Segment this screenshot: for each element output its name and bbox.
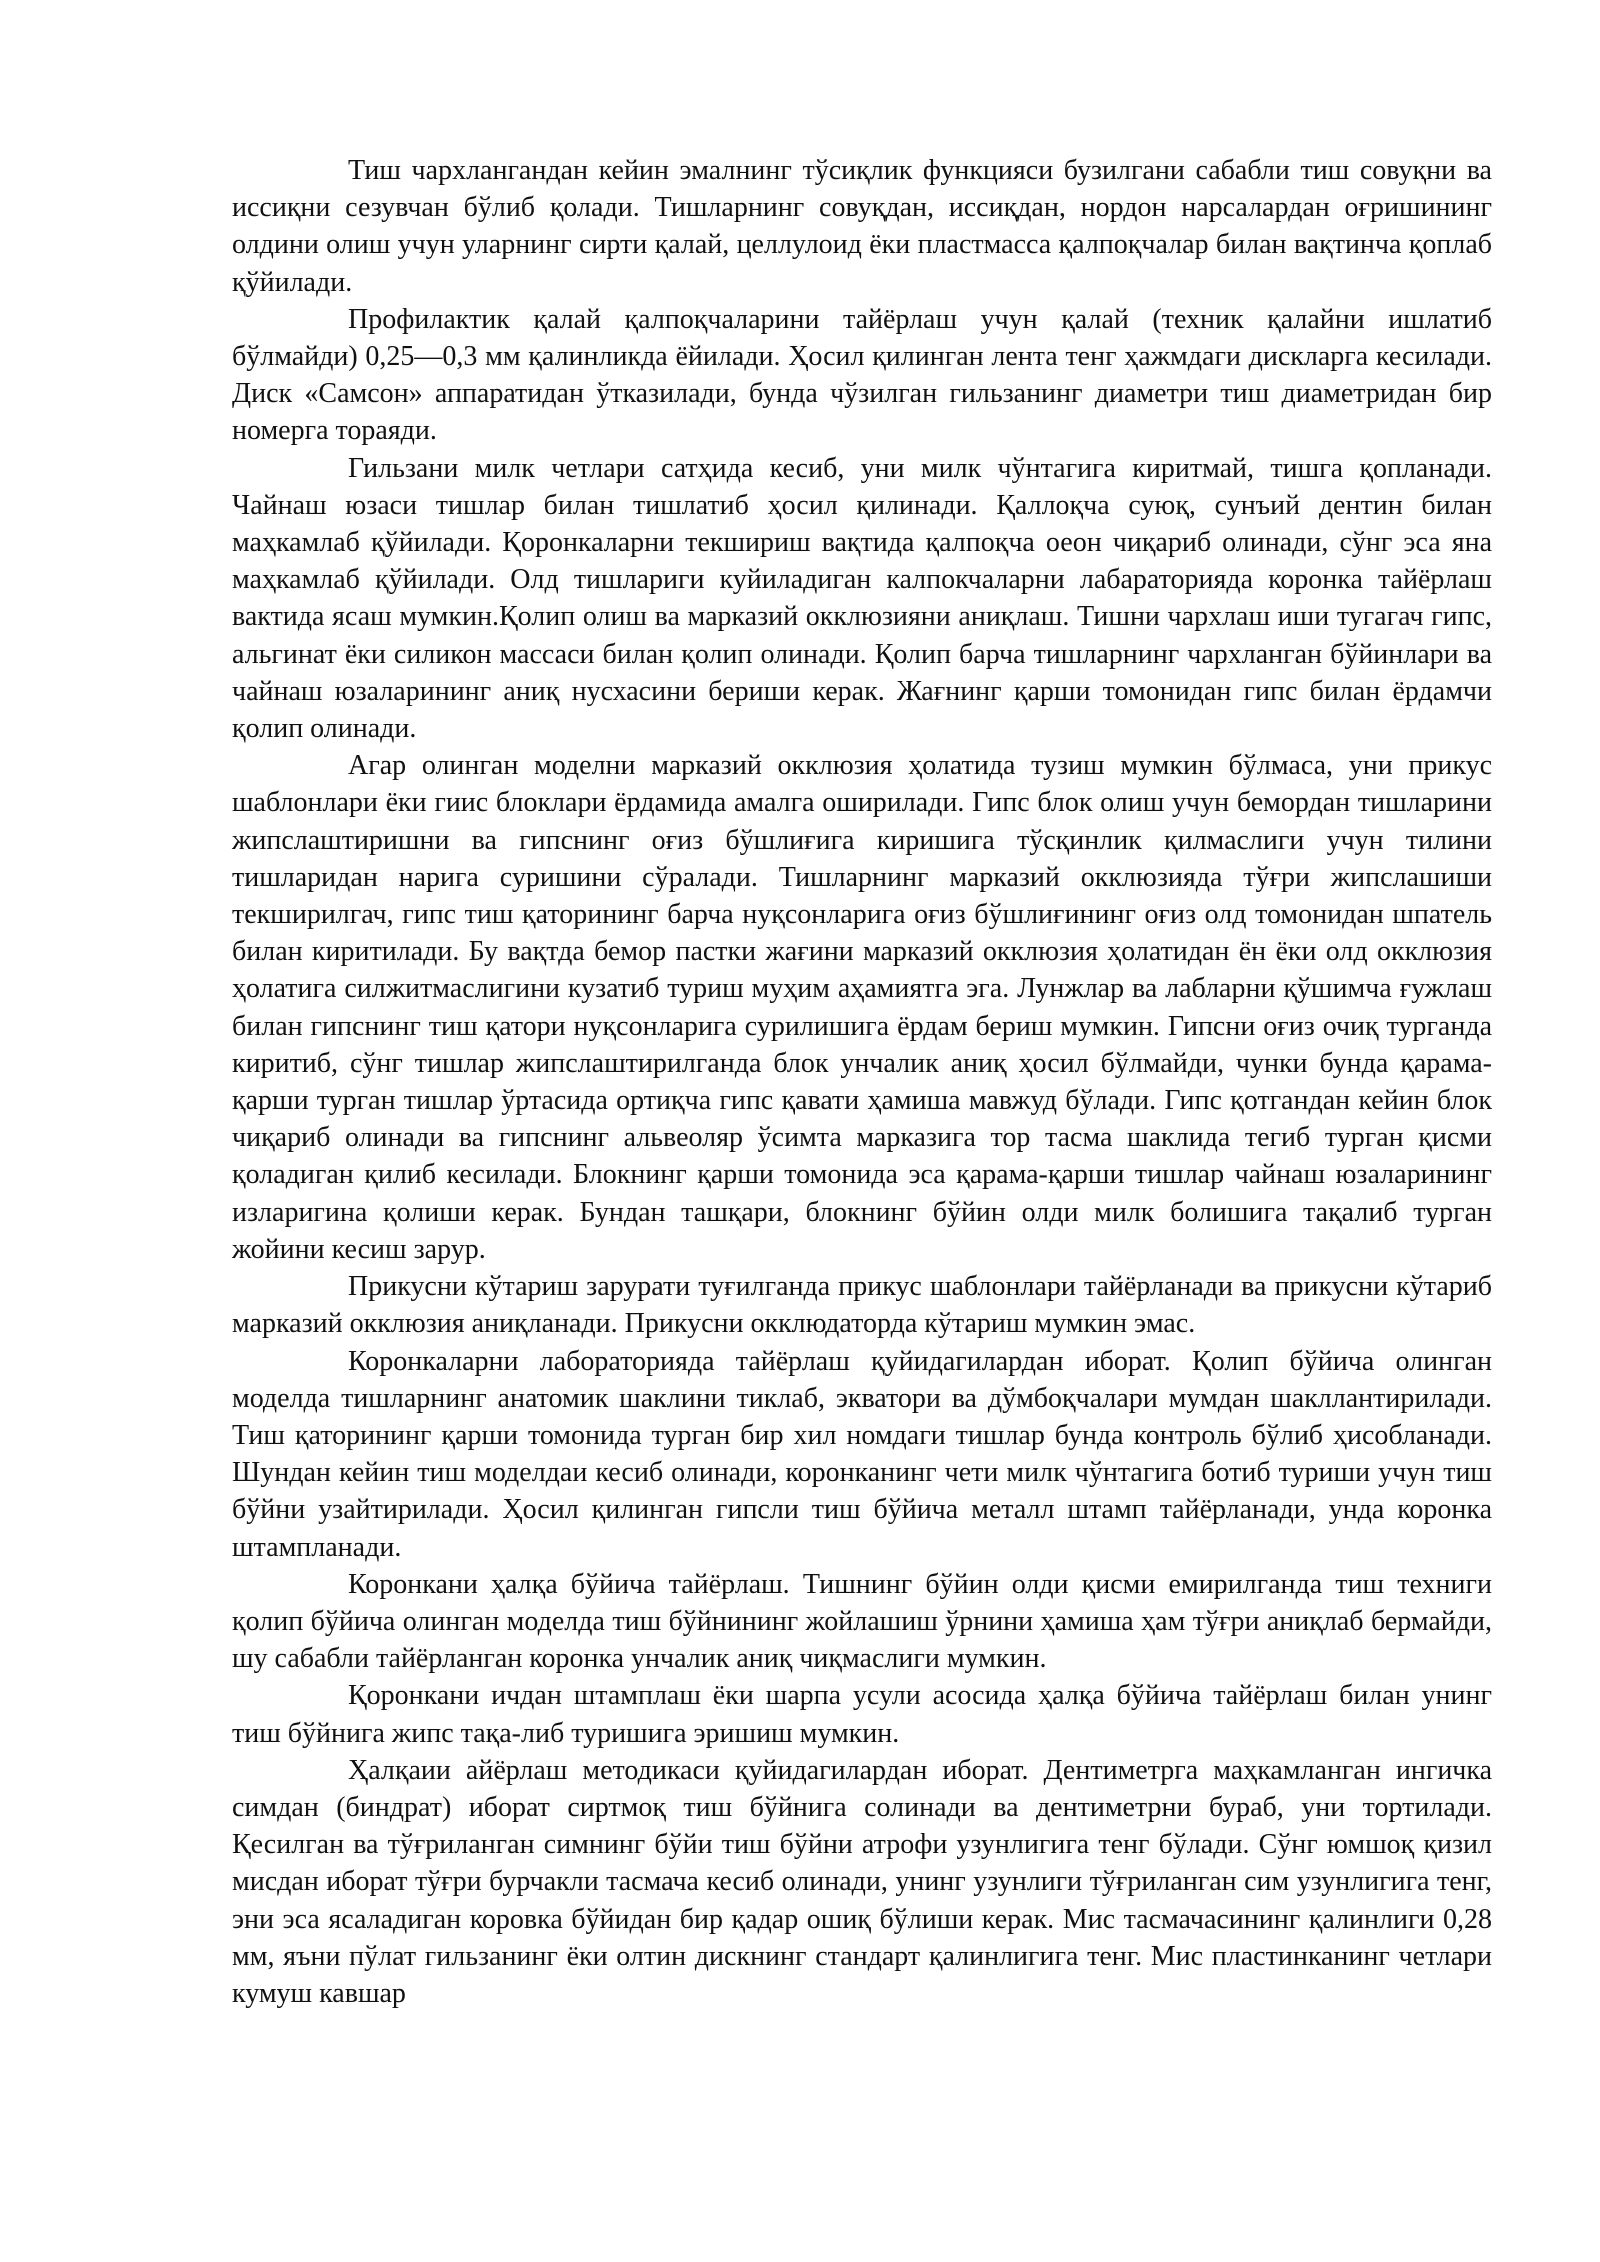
paragraph-5: Прикусни кўтариш зарурати туғилганда прикус шаблонлари тайёрланади ва прикусни кўтариб марказий окклюзия аниқланади. Прикусни окклюдаторда кўтариш мумкин эмас.: [232, 1271, 1492, 1340]
paragraph-9: Ҳалқаии айёрлаш методикаси қуйидагилардан иборат. Дентиметрга маҳкамланган ингичка симдан (биндрат) иборат сиртмоқ тиш бўйнига солинади ва дентиметрни бураб, уни тортилади. Қесилган ва тўғриланган симнинг бўйи тиш бўйни атрофи узунлигига тенг бўлади. Сўнг юмшоқ қизил мисдан иборат тўғри бурчакли тасмача кесиб олинади, унинг узунлиги тўғриланган сим узунлигига тенг, эни эса ясаладиган коровка бўйидан бир қадар ошиқ бўлиши керак. Мис тасмачасининг қалинлиги 0,28 мм, яъни пўлат гильзанинг ёки олтин дискнинг стандарт қалинлигига тенг. Мис пластинканинг четлари кумуш кавшар: [232, 1754, 1492, 2009]
paragraph-1: Тиш чархлангандан кейин эмалнинг тўсиқлик функцияси бузилгани сабабли тиш совуқни ва иссиқни сезувчан бўлиб қолади. Тишларнинг совуқдан, иссиқдан, нордон нарсалардан оғришининг олдини олиш учун уларнинг сирти қалай, целлулоид ёки пластмасса қалпоқчалар билан вақтинча қоплаб қўйилади.: [232, 155, 1492, 298]
paragraph-2: Профилактик қалай қалпоқчаларини тайёрлаш учун қалай (техник қалайни ишлатиб бўлмайди) 0,25—0,3 мм қалинликда ёйилади. Ҳосил қилинган лента тенг ҳажмдаги дискларга кесилади. Диск «Самсон» аппаратидан ўтказилади, бунда чўзилган гильзанинг диаметри тиш диаметридан бир номерга тораяди.: [232, 303, 1492, 447]
document-body: [232, 152, 1492, 2012]
paragraph-8: Қоронкани ичдан штамплаш ёки шарпа усули асосида ҳалқа бўйича тайёрлаш билан унинг тиш бўйнига жипс тақа-либ туришига эришиш мумкин.: [232, 1680, 1492, 1749]
paragraph-4: Агар олинган моделни марказий окклюзия ҳолатида тузиш мумкин бўлмаса, уни прикус шаблонлари ёки гиис блоклари ёрдамида амалга оширилади. Гипс блок олиш учун бемордан тишларини жипслаштиришни ва гипснинг оғиз бўшлиғига киришига тўсқинлик қилмаслиги учун тилини тишларидан нарига суришини сўралади. Тишларнинг марказий окклюзияда тўғри жипслашиши текширилгач, гипс тиш қаторининг барча нуқсонларига оғиз бўшлиғининг оғиз олд томонидан шпатель билан киритилади. Бу вақтда бемор пастки жағини марказий окклюзия ҳолатидан ён ёки олд окклюзия ҳолатига силжитмаслигини кузатиб туриш муҳим аҳамиятга эга. Лунжлар ва лабларни қўшимча ғужлаш билан гипснинг тиш қатори нуқсонларига сурилишига ёрдам бериш мумкин. Гипсни оғиз очиқ турганда киритиб, сўнг тишлар жипслаштирилганда блок унчалик аниқ ҳосил бўлмайди, чунки бунда қарама-қарши турган тишлар ўртасида ортиқча гипс қавати ҳамиша мавжуд бўлади. Гипс қотгандан кейин блок чиқариб олинади ва гипснинг альвеоляр ўсимта марказига тор тасма шаклида тегиб турган қисми қоладиган қилиб кесилади. Блокнинг қарши томонида эса қарама-қарши тишлар чайнаш юзаларининг изларигина қолиши керак. Бундан ташқари, блокнинг бўйин олди милк болишига тақалиб турган жойини кесиш зарур.: [232, 750, 1492, 1265]
paragraph-7: Коронкани ҳалқа бўйича тайёрлаш. Тишнинг бўйин олди қисми емирилганда тиш техниги қолип бўйича олинган моделда тиш бўйнининг жойлашиш ўрнини ҳамиша ҳам тўғри аниқлаб бермайди, шу сабабли тайёрланган коронка унчалик аниқ чиқмаслиги мумкин.: [232, 1568, 1492, 1675]
paragraph-3: Гильзани милк четлари сатҳида кесиб, уни милк чўнтагига киритмай, тишга қопланади. Чайнаш юзаси тишлар билан тишлатиб ҳосил қилинади. Қаллоқча суюқ, сунъий дентин билан маҳкамлаб қўйилади. Қоронкаларни текшириш вақтида қалпоқча оеон чиқариб олинади, сўнг эса яна маҳкамлаб қўйилади. Олд тишлариги куйиладиган калпокчаларни лабараторияда коронка тайёрлаш вактида ясаш мумкин.Қолип олиш ва марказий окклюзияни аниқлаш. Тишни чархлаш иши тугагач гипс, альгинат ёки силикон массаси билан қолип олинади. Қолип барча тишларнинг чархланган бўйинлари ва чайнаш юзаларининг аниқ нусхасини бериши керак. Жағнинг қарши томонидан гипс билан ёрдамчи қолип олинади.: [232, 452, 1492, 745]
paragraph-6: Коронкаларни лабораторияда тайёрлаш қуйидагилардан иборат. Қолип бўйича олинган моделда тишларнинг анатомик шаклини тиклаб, экватори ва дўмбоқчалари мумдан шакллантирилади. Тиш қаторининг қарши томонида турган бир хил номдаги тишлар бунда контроль бўлиб ҳисобланади. Шундан кейин тиш моделдаи кесиб олинади, коронканинг чети милк чўнтагига ботиб туриши учун тиш бўйни узайтирилади. Ҳосил қилинган гипсли тиш бўйича металл штамп тайёрланади, унда коронка штампланади.: [232, 1345, 1492, 1563]
